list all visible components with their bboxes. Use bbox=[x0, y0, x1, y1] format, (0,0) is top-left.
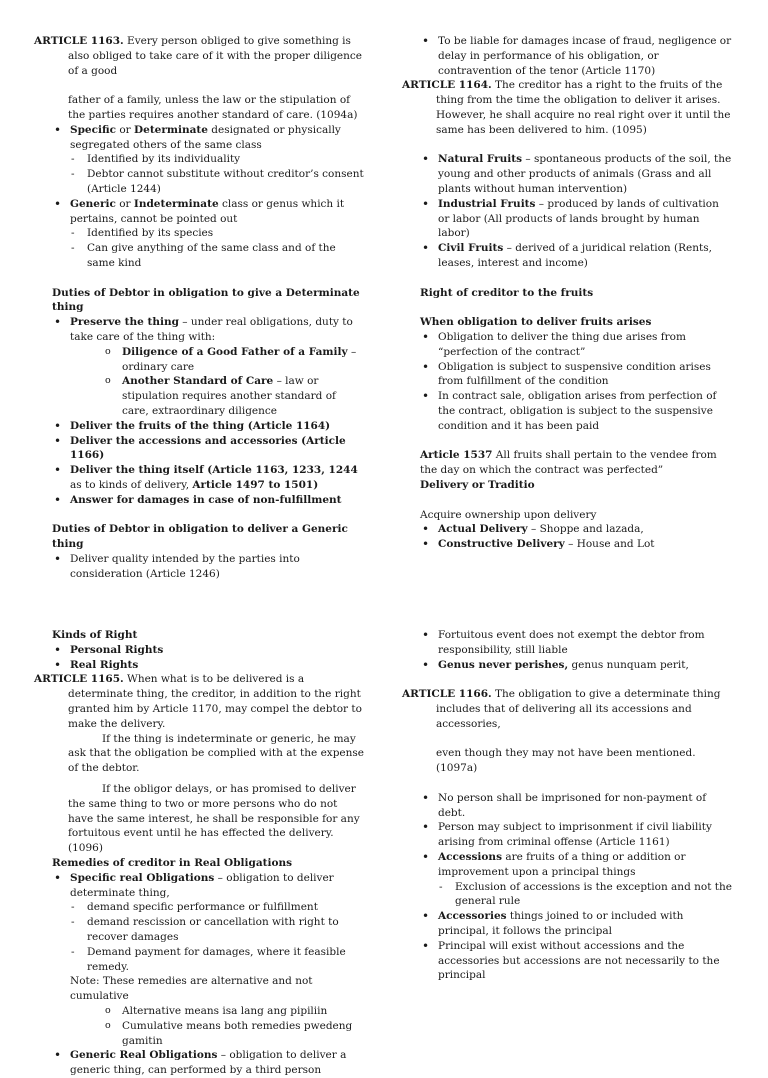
paragraph: even though they may not have been mentioned. (1097a) bbox=[436, 747, 696, 775]
list-item: • Accessions are fruits of a thing or addition or improvement upon a principal things bbox=[402, 850, 732, 880]
specific-bullet: • Specific or Determinate designated or physically segregated others of the same class bbox=[34, 123, 364, 153]
generic-bullet: • Generic or Indeterminate class or genus which it pertains, cannot be pointed out bbox=[34, 197, 364, 227]
list-item: • In contract sale, obligation arises from perfection of the contract, obligation is subject to the suspensive condition and it has been paid bbox=[402, 389, 732, 433]
article-1163: ARTICLE 1163. Every person obliged to give something is also obliged to take care of it with the proper diligence of a good bbox=[34, 35, 363, 77]
list-item: • Preserve the thing – under real obligations, duty to take care of the thing with: bbox=[34, 315, 364, 345]
list-item: • Constructive Delivery – House and Lot bbox=[402, 537, 732, 552]
list-item: • Deliver the accessions and accessories (Article 1166) bbox=[34, 434, 364, 464]
list-item: • Principal will exist without accessions and the accessories but accessions are not necessarily to the principal bbox=[402, 939, 732, 983]
list-item: - Debtor cannot substitute without creditor’s consent (Article 1244) bbox=[34, 167, 364, 197]
list-item: • Industrial Fruits – produced by lands of cultivation or labor (All products of lands brought by human labor) bbox=[402, 197, 732, 241]
article-1166: ARTICLE 1166. The obligation to give a determinate thing includes that of delivering all its accessions and accessories, bbox=[402, 688, 721, 730]
list-item: • Deliver the thing itself (Article 1163, 1233, 1244 as to kinds of delivery, Article 1497 to 1501) bbox=[34, 463, 364, 493]
section-heading: Right of creditor to the fruits bbox=[420, 286, 594, 299]
column-bottom-left bbox=[34, 628, 364, 1078]
article-1163-continued: father of a family, unless the law or the stipulation of the parties requires another standard of care. (1094a) bbox=[68, 94, 358, 121]
section-heading: Kinds of Right bbox=[52, 629, 138, 641]
list-item: o Diligence of a Good Father of a Family – ordinary care bbox=[34, 345, 364, 375]
article-1164: ARTICLE 1164. The creditor has a right to the fruits of the thing from the time the obligation to deliver it arises. However, he shall acquire no real right over it until the same has been delivered to him. (1095) bbox=[402, 79, 731, 136]
list-item: • Generic Real Obligations – obligation to deliver a generic thing, can performed by a third person bbox=[34, 1048, 364, 1078]
column-top-left bbox=[34, 34, 364, 581]
list-item: - Can give anything of the same class and of the same kind bbox=[34, 241, 364, 271]
list-item: • Actual Delivery – Shoppe and lazada, bbox=[402, 522, 732, 537]
list-item: • Natural Fruits – spontaneous products of the soil, the young and other products of animals (Grass and all plants without human intervention) bbox=[402, 152, 732, 196]
list-item: - Identified by its species bbox=[34, 226, 364, 241]
section-heading: Remedies of creditor in Real Obligations bbox=[52, 856, 293, 869]
article-1537: Article 1537 All fruits shall pertain to the vendee from the day on which the contract was perfected” bbox=[420, 449, 717, 477]
section-heading: Duties of Debtor in obligation to deliver a Generic thing bbox=[52, 523, 348, 551]
list-item: • Deliver the fruits of the thing (Article 1164) bbox=[34, 419, 364, 434]
paragraph: If the thing is indeterminate or generic, he may ask that the obligation be complied with at the expense of the debtor. bbox=[68, 732, 365, 775]
section-heading: Duties of Debtor in obligation to give a Determinate thing bbox=[52, 286, 360, 314]
section-heading: Delivery or Traditio bbox=[420, 478, 535, 491]
paragraph: Acquire ownership upon delivery bbox=[420, 508, 597, 521]
list-item: • To be liable for damages incase of fraud, negligence or delay in performance of his obligation, or contravention of the tenor (Article 1170) bbox=[402, 34, 732, 78]
column-top-right bbox=[402, 34, 732, 552]
list-item: • Genus never perishes, genus nunquam perit, bbox=[402, 658, 732, 673]
list-item: - Identified by its individuality bbox=[34, 152, 364, 167]
list-item: o Cumulative means both remedies pwedeng gamitin bbox=[34, 1019, 364, 1049]
list-item: • Personal Rights bbox=[34, 643, 364, 658]
list-item: • Answer for damages in case of non-fulfillment bbox=[34, 493, 364, 508]
list-item: - demand rescission or cancellation with right to recover damages bbox=[34, 915, 364, 945]
list-item: • Civil Fruits – derived of a juridical relation (Rents, leases, interest and income) bbox=[402, 241, 732, 271]
list-item: • Deliver quality intended by the parties into consideration (Article 1246) bbox=[34, 552, 364, 582]
list-item: - demand specific performance or fulfillment bbox=[34, 900, 364, 915]
column-bottom-right bbox=[402, 628, 732, 983]
list-item: • Obligation to deliver the thing due arises from “perfection of the contract” bbox=[402, 330, 732, 360]
list-item: • Fortuitous event does not exempt the debtor from responsibility, still liable bbox=[402, 628, 732, 658]
note: Note: These remedies are alternative and not cumulative bbox=[70, 975, 313, 1003]
list-item: • Accessories things joined to or included with principal, it follows the principal bbox=[402, 909, 732, 939]
paragraph: If the obligor delays, or has promised to deliver the same thing to two or more persons who do not have the same interest, he shall be responsible for any fortuitous event until he has effected the delivery. (1096) bbox=[68, 782, 360, 855]
list-item: • Real Rights bbox=[34, 658, 364, 673]
list-item: o Alternative means isa lang ang pipiliin bbox=[34, 1004, 364, 1019]
list-item: - Exclusion of accessions is the exception and not the general rule bbox=[402, 880, 732, 910]
list-item: o Another Standard of Care – law or stipulation requires another standard of care, extraordinary diligence bbox=[34, 374, 364, 418]
list-item: • Specific real Obligations – obligation to deliver determinate thing, bbox=[34, 871, 364, 901]
list-item: - Demand payment for damages, where it feasible remedy. bbox=[34, 945, 364, 975]
article-1165: ARTICLE 1165. When what is to be delivered is a determinate thing, the creditor, in addition to the right granted him by Article 1170, may compel the debtor to make the delivery. bbox=[34, 673, 362, 730]
section-heading: When obligation to deliver fruits arises bbox=[420, 316, 652, 329]
list-item: • Obligation is subject to suspensive condition arises from fulfillment of the condition bbox=[402, 360, 732, 390]
list-item: • Person may subject to imprisonment if civil liability arising from criminal offense (Article 1161) bbox=[402, 820, 732, 850]
list-item: • No person shall be imprisoned for non-payment of debt. bbox=[402, 791, 732, 821]
